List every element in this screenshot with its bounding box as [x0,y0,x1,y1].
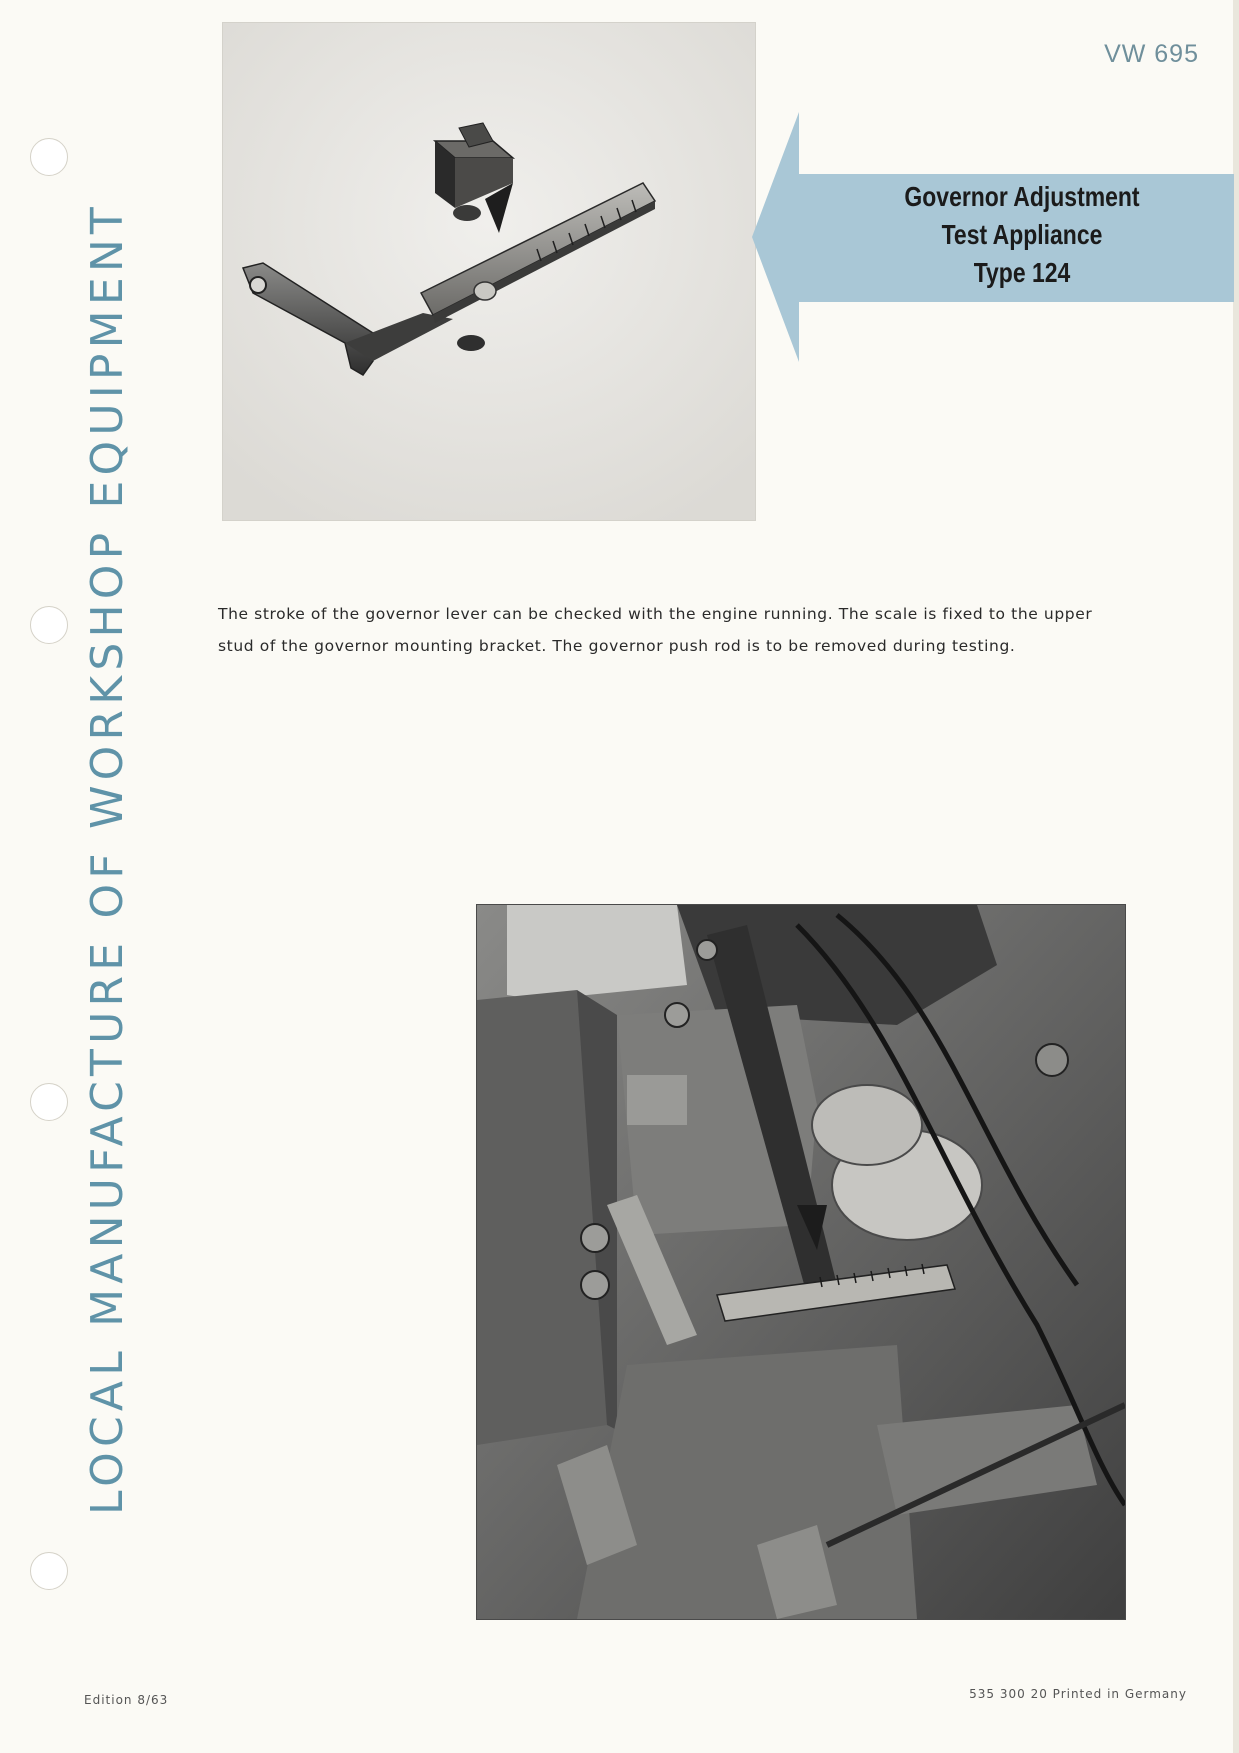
side-title: LOCAL MANUFACTURE OF WORKSHOP EQUIPMENT [82,201,133,1515]
document-number: VW 695 [1104,40,1199,68]
description-paragraph [218,598,1098,662]
edition-note: Edition 8/63 [84,1693,169,1707]
punch-hole-bottom [30,1552,68,1590]
punch-hole-middle [30,606,68,644]
tool-photo [222,22,756,521]
description-line-2: stud of the governor mounting bracket. The governor push rod is to be removed during testing. [218,637,1016,655]
banner-title-line-1: Governor Adjustment [904,181,1140,212]
punch-hole-lower [30,1083,68,1121]
engine-installation-image [477,905,1125,1619]
banner-title-line-3: Type 124 [973,257,1071,288]
description-line-1: The stroke of the governor lever can be checked with the engine running. The scale is fixed to the upper [218,605,1093,623]
engine-photo [476,904,1126,1620]
banner-title-line-2: Test Appliance [941,219,1103,250]
print-note: 535 300 20 Printed in Germany [969,1687,1187,1701]
punch-hole-top [30,138,68,176]
banner-title [899,178,1145,292]
title-banner [752,112,1234,362]
governor-test-appliance-image [223,23,755,520]
